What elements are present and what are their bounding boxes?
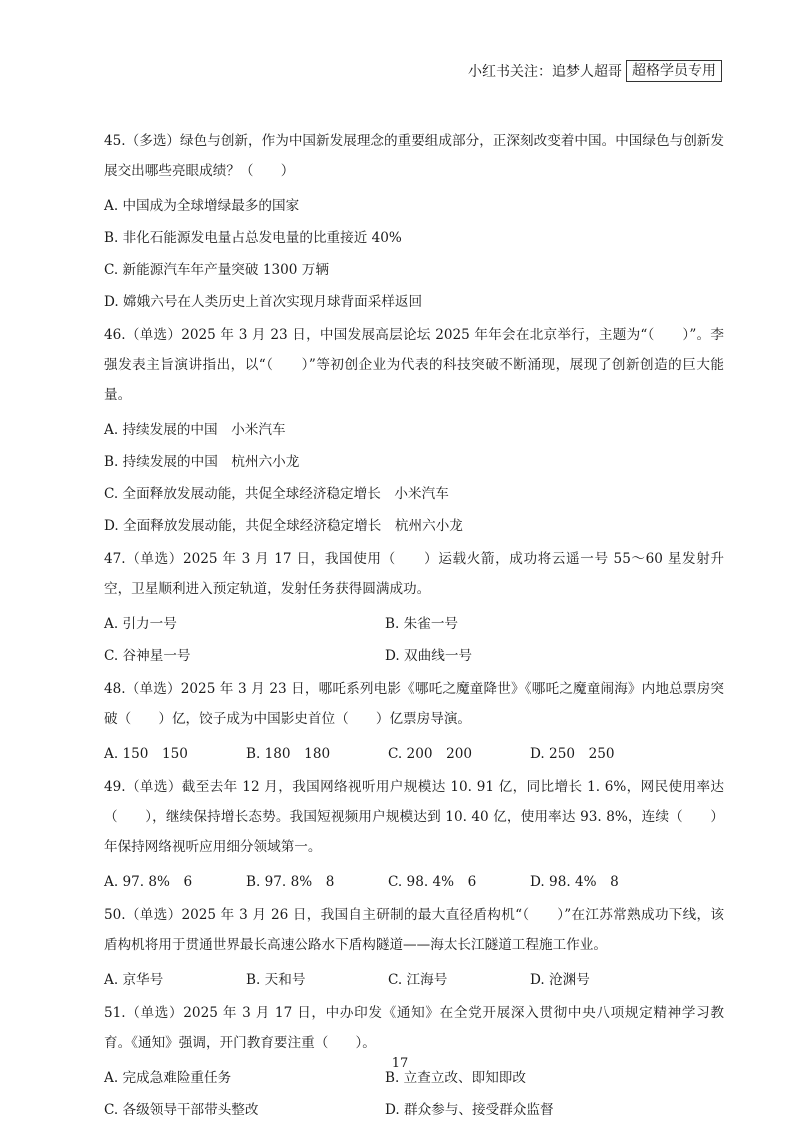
question-45 (104, 126, 724, 316)
page-number: 17 (391, 1056, 409, 1071)
option-c: C. 各级领导干部带头整改 (104, 1102, 259, 1118)
option-b: B. 朱雀一号 (385, 616, 459, 632)
option-c: C. 江海号 (388, 972, 448, 988)
option-b: B. 立查立改、即知即改 (385, 1070, 526, 1086)
question-stem: 50.（单选）2025 年 3 月 26 日，我国自主研制的最大直径盾构机“（ ）”在江苏常熟成功下线，该盾构机将用于贯通世界最长高速公路水下盾构隧道——海太长江隧道工程施工作业。 (104, 907, 724, 953)
option-row (104, 966, 724, 994)
option-d: D. 250 250 (530, 746, 615, 762)
option-row (104, 740, 724, 768)
option-d: D. 嫦娥六号在人类历史上首次实现月球背面采样返回 (104, 294, 423, 310)
option-b: B. 非化石能源发电量占总发电量的比重接近 40% (104, 230, 402, 246)
option-row (104, 1096, 724, 1124)
option-b: B. 180 180 (246, 746, 331, 762)
option-row (104, 868, 724, 896)
option-a: A. 97. 8% 6 (104, 874, 193, 890)
question-stem: 49.（单选）截至去年 12 月，我国网络视听用户规模达 10. 91 亿，同比增长 1. 6%，网民使用率达（ ），继续保持增长态势。我国短视频用户规模达到 10. 40 亿，使用率达 93. 8%，连续（ ）年保持网络视听应用细分领域第一。 (104, 779, 724, 855)
question-stem: 48.（单选）2025 年 3 月 23 日，哪吒系列电影《哪吒之魔童降世》《哪吒之魔童闹海》内地总票房突破（ ）亿，饺子成为中国影史首位（ ）亿票房导演。 (104, 681, 724, 727)
header-badge: 超格学员专用 (626, 60, 722, 82)
option-d: D. 群众参与、接受群众监督 (385, 1102, 554, 1118)
option-c: C. 谷神星一号 (104, 648, 191, 664)
question-47 (104, 544, 724, 670)
page-header (468, 59, 722, 83)
option-a: A. 持续发展的中国 小米汽车 (104, 422, 286, 438)
question-48 (104, 674, 724, 768)
option-d: D. 98. 4% 8 (530, 874, 619, 890)
question-50 (104, 900, 724, 994)
option-a: A. 完成急难险重任务 (104, 1070, 232, 1086)
question-49 (104, 772, 724, 896)
option-d: D. 双曲线一号 (385, 648, 473, 664)
option-b: B. 天和号 (246, 972, 306, 988)
option-row (104, 610, 724, 638)
option-d: D. 全面释放发展动能，共促全球经济稳定增长 杭州六小龙 (104, 518, 463, 534)
question-list (104, 126, 724, 1128)
question-stem: 45.（多选）绿色与创新，作为中国新发展理念的重要组成部分，正深刻改变着中国。中国绿色与创新发展交出哪些亮眼成绩？（ ） (104, 133, 724, 179)
option-c: C. 200 200 (388, 746, 473, 762)
option-row (104, 642, 724, 670)
option-b: B. 97. 8% 8 (246, 874, 335, 890)
question-46 (104, 320, 724, 540)
question-stem: 51.（单选）2025 年 3 月 17 日，中办印发《通知》在全党开展深入贯彻中央八项规定精神学习教育。《通知》强调，开门教育要注重（ ）。 (104, 1005, 724, 1051)
option-c: C. 全面释放发展动能，共促全球经济稳定增长 小米汽车 (104, 486, 449, 502)
option-b: B. 持续发展的中国 杭州六小龙 (104, 454, 300, 470)
option-c: C. 98. 4% 6 (388, 874, 477, 890)
option-c: C. 新能源汽车年产量突破 1300 万辆 (104, 262, 329, 278)
option-d: D. 沧渊号 (530, 972, 590, 988)
option-a: A. 京华号 (104, 972, 164, 988)
option-a: A. 引力一号 (104, 616, 177, 632)
question-stem: 47.（单选）2025 年 3 月 17 日，我国使用（ ）运载火箭，成功将云遥一号 55～60 星发射升空，卫星顺利进入预定轨道，发射任务获得圆满成功。 (104, 551, 724, 597)
option-a: A. 150 150 (104, 746, 188, 762)
option-a: A. 中国成为全球增绿最多的国家 (104, 198, 300, 214)
header-source: 小红书关注：追梦人超哥 (468, 64, 622, 80)
question-stem: 46.（单选）2025 年 3 月 23 日，中国发展高层论坛 2025 年年会在北京举行，主题为“（ ）”。李强发表主旨演讲指出，以“（ ）”等初创企业为代表的科技突破不断涌现，展现了创新创造的巨大能量。 (104, 327, 724, 403)
